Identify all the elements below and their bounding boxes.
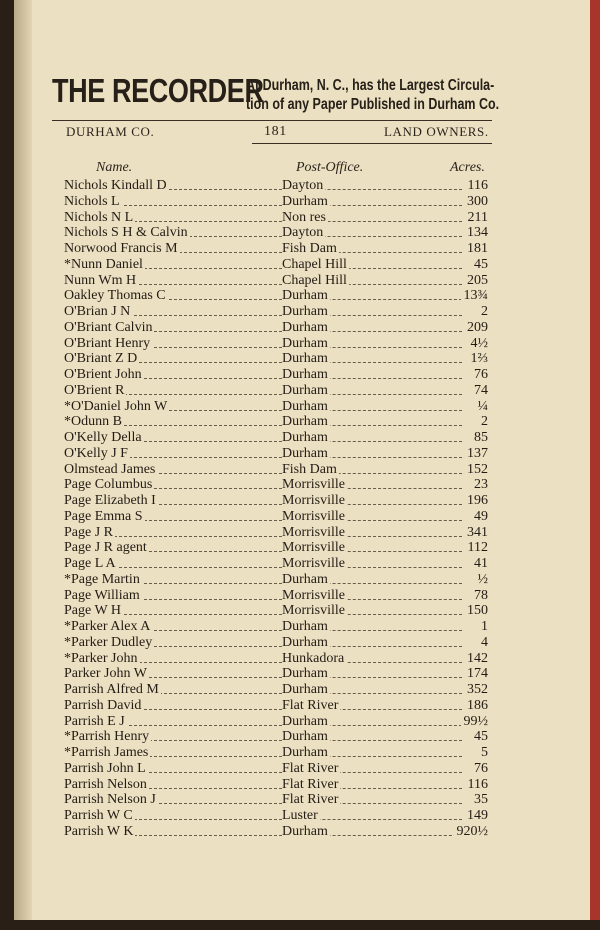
acres-value: 2: [478, 304, 490, 320]
owner-name: Norwood Francis M: [64, 241, 178, 256]
acres-value: 4½: [468, 336, 491, 352]
acres-value: 209: [464, 320, 490, 336]
post-office: Morrisville: [282, 603, 345, 619]
acres-value: ½: [475, 572, 491, 588]
owner-name: *Parrish James: [64, 745, 149, 760]
post-office: Dayton: [282, 225, 324, 241]
post-office: Durham: [282, 682, 328, 697]
owner-name: Page W H: [64, 603, 122, 619]
owner-name: Page Columbus: [64, 477, 153, 493]
acres-value: 2: [478, 414, 490, 430]
acres-value: 211: [465, 210, 490, 226]
acres-value: 196: [464, 493, 490, 509]
acres-value: 1⅔: [468, 351, 491, 367]
post-office: Morrisville: [282, 508, 345, 524]
post-office: Durham: [282, 304, 328, 319]
acres-value: 150: [464, 603, 490, 619]
owner-name: *Page Martin: [64, 571, 140, 587]
column-header-acres: Acres.: [450, 160, 485, 175]
post-office: Hunkadora: [282, 650, 345, 666]
acres-value: 41: [471, 556, 490, 572]
owner-name: *O'Daniel John W: [64, 398, 168, 414]
acres-value: 99½: [461, 714, 491, 730]
post-office: Luster: [282, 808, 318, 823]
owner-name: Parrish David: [64, 697, 142, 713]
owner-name: Nichols N L: [64, 209, 134, 225]
owner-name: Parrish W C: [64, 808, 133, 823]
book-page: [14, 0, 600, 930]
owner-name: O'Brient John: [64, 367, 142, 382]
acres-value: 149: [464, 808, 490, 824]
post-office: Durham: [282, 666, 328, 682]
owner-name: O'Briant Calvin: [64, 319, 153, 335]
post-office: Flat River: [282, 697, 339, 713]
post-office: Durham: [282, 430, 328, 445]
acres-value: 85: [471, 430, 490, 446]
post-office: Morrisville: [282, 477, 345, 493]
acres-value: 76: [471, 761, 490, 777]
column-header-post-office: Post-Office.: [296, 160, 364, 175]
acres-value: 186: [464, 698, 490, 714]
post-office: Chapel Hill: [282, 256, 347, 272]
owner-name: Parrish Nelson: [64, 776, 147, 792]
section-rule: [252, 143, 492, 144]
acres-value: 116: [465, 777, 490, 793]
post-office: Durham: [282, 398, 328, 414]
ad-text: [246, 76, 499, 114]
post-office: Durham: [282, 745, 328, 760]
owner-name: Page Elizabeth I: [64, 493, 156, 508]
acres-value: 341: [464, 525, 490, 541]
acres-value: 116: [465, 178, 490, 194]
owner-name: O'Brian J N: [64, 304, 131, 319]
post-office: Morrisville: [282, 587, 345, 603]
ad-line-2: tion of any Paper Published in Durham Co.: [246, 96, 500, 113]
owner-name: *Odunn B: [64, 414, 122, 430]
owner-name: Parrish Nelson J: [64, 792, 156, 808]
post-office: Durham: [282, 193, 328, 209]
post-office: Durham: [282, 729, 328, 745]
acres-value: 112: [465, 540, 490, 556]
post-office: Fish Dam: [282, 461, 337, 477]
acres-value: 1: [478, 619, 490, 635]
owner-name: Nunn Wm H: [64, 272, 137, 288]
post-office: Dayton: [282, 178, 324, 193]
post-office: Durham: [282, 351, 328, 367]
post-office: Morrisville: [282, 493, 345, 508]
acres-value: 142: [464, 651, 490, 667]
acres-value: ¼: [475, 399, 491, 415]
running-head-section: LAND OWNERS.: [384, 124, 489, 139]
post-office: Chapel Hill: [282, 272, 347, 288]
acres-value: 45: [471, 729, 490, 745]
post-office: Durham: [282, 367, 328, 382]
post-office: Durham: [282, 445, 328, 461]
post-office: Durham: [282, 382, 328, 398]
owner-name: Parrish John L: [64, 760, 146, 776]
acres-value: 205: [464, 273, 490, 289]
post-office: Flat River: [282, 776, 339, 792]
owner-name: Nichols L: [64, 193, 120, 209]
post-office: Durham: [282, 713, 328, 729]
post-office: Morrisville: [282, 524, 345, 540]
page-edge-strip: [590, 0, 600, 930]
acres-value: 23: [471, 477, 490, 493]
owner-name: *Parker Dudley: [64, 634, 153, 650]
owner-name: Nichols Kindall D: [64, 178, 167, 193]
owner-name: Parrish W K: [64, 823, 134, 839]
owner-name: O'Kelly Della: [64, 430, 142, 445]
owner-name: Parker John W: [64, 666, 147, 682]
post-office: Morrisville: [282, 540, 345, 556]
acres-value: 352: [464, 682, 490, 698]
post-office: Durham: [282, 619, 328, 634]
post-office: Durham: [282, 335, 328, 351]
list-item: [64, 824, 494, 840]
acres-value: 76: [471, 367, 490, 383]
header-rule: [52, 120, 492, 121]
post-office: Durham: [282, 634, 328, 650]
recorder-advertisement: [52, 72, 502, 118]
post-office: Flat River: [282, 792, 339, 808]
acres-value: 137: [464, 446, 490, 462]
post-office: Durham: [282, 319, 328, 335]
acres-value: 45: [471, 257, 490, 273]
acres-value: 49: [471, 509, 490, 525]
running-head-county: DURHAM CO.: [66, 124, 155, 139]
owner-name: Olmstead James: [64, 461, 156, 477]
acres-value: 920½: [454, 824, 491, 840]
owner-name: Page J R agent: [64, 540, 147, 556]
owner-name: O'Briant Henry: [64, 335, 151, 351]
post-office: Durham: [282, 288, 328, 304]
acres-value: 74: [471, 383, 490, 399]
owner-name: Page William: [64, 587, 140, 603]
owner-name: O'Kelly J F: [64, 445, 128, 461]
owner-name: *Nunn Daniel: [64, 256, 143, 272]
post-office: Durham: [282, 823, 328, 839]
acres-value: 174: [464, 666, 490, 682]
acres-value: 4: [478, 635, 490, 651]
owner-name: Page Emma S: [64, 508, 143, 524]
post-office: Flat River: [282, 760, 339, 776]
book-spine: [14, 0, 32, 930]
owner-name: O'Brient R: [64, 382, 125, 398]
owner-name: Page L A: [64, 556, 116, 571]
ad-line-1: At Durham, N. C., has the Largest Circula-: [246, 77, 495, 94]
column-header-name: Name.: [96, 160, 133, 175]
acres-value: 13¾: [461, 288, 491, 304]
post-office: Durham: [282, 414, 328, 430]
post-office: Durham: [282, 571, 328, 587]
owner-name: O'Briant Z D: [64, 351, 138, 367]
acres-value: 181: [464, 241, 490, 257]
page-bottom-edge: [14, 920, 600, 930]
acres-value: 78: [471, 588, 490, 604]
owner-name: Parrish Alfred M: [64, 682, 159, 697]
owner-name: *Parker Alex A: [64, 619, 151, 634]
acres-value: 152: [464, 462, 490, 478]
acres-value: 35: [471, 792, 490, 808]
owner-name: *Parker John: [64, 650, 138, 666]
post-office: Non res: [282, 209, 326, 225]
owner-name: Page J R: [64, 524, 113, 540]
owner-name: Parrish E J: [64, 713, 125, 729]
owner-name: Nichols S H & Calvin: [64, 225, 188, 241]
acres-value: 134: [464, 225, 490, 241]
ad-title: THE RECORDER: [52, 72, 264, 109]
post-office: Morrisville: [282, 556, 345, 571]
acres-value: 5: [478, 745, 490, 761]
post-office: Fish Dam: [282, 241, 337, 256]
owner-name: Oakley Thomas C: [64, 288, 166, 304]
owner-name: *Parrish Henry: [64, 729, 150, 745]
acres-value: 300: [464, 194, 490, 210]
page-number: 181: [264, 124, 287, 139]
